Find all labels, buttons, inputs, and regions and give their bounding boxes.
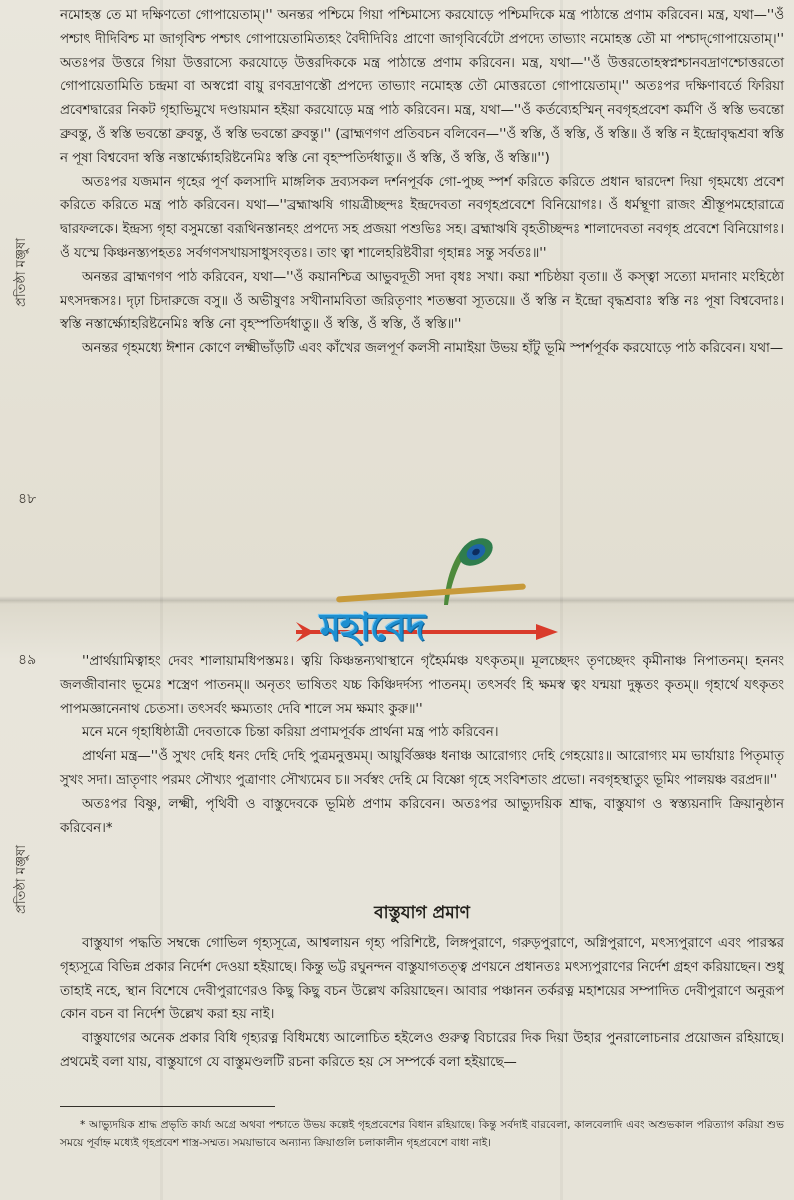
footnote-rule [60, 1106, 275, 1107]
lower-text-block [60, 650, 784, 840]
paragraph: নমোহস্ত তে মা দক্ষিণতো গোপায়েতাম্।'' অনন্তর পশ্চিমে গিয়া পশ্চিমাস্যে করযোড়ে পশ্চিমদিকে মন্ত্র পাঠান্তে প্রণাম করিবেন। মন্ত্র, যথা—''ওঁ পশ্চাৎ দীদিবিশ্চ মা জাগৃবিশ্চ পশ্চাৎ গোপায়েতামিত্যহং বৈদীদিবিঃ প্রাণো জাগৃবির্বেটো প্রপদ্যে তাভ্যাং নমোহস্ত তৌ মা পশ্চাদ্‌গোপায়েতাম্।'' অতঃপর উত্তরে গিয়া উত্তরাস্যে করযোড়ে উত্তরদিককে মন্ত্র পাঠান্তে প্রণাম করিবেন। মন্ত্র, যথা—''ওঁ উত্তরতোহস্বপ্নশ্চানবদ্রাণশ্চোত্তরতো গোপায়েতামিতি চন্দ্রমা বা অস্বপ্নো বায়ু রণবদ্রাণস্তৌ প্রপদ্যে তাভ্যাং নমোহস্ত তৌ মোত্তরতো গোপায়েতাম্।'' অতঃপর দক্ষিণাবর্তে ফিরিয়া প্রবেশদ্বারের নিকট গৃহাভিমুখে দণ্ডায়মান হইয়া করযোড়ে মন্ত্র পাঠ করিবেন। মন্ত্র, যথা—''ওঁ কর্তব্যেহস্মিন্‌ নবগৃহপ্রবেশ কর্মণি ওঁ স্বস্তি ভবন্তো ব্রুবন্তু, ওঁ স্বস্তি ভবন্তো ব্রুবন্তু, ওঁ স্বস্তি ভবন্তো ব্রুবন্তু।'' (ব্রাহ্মণগণ প্রতিবচন বলিবেন—''ওঁ স্বস্তি, ওঁ স্বস্তি, ওঁ স্বস্তি॥ ওঁ স্বস্তি ন ইন্দ্রোবৃদ্ধশ্রবা স্বস্তি ন পূষা বিশ্ববেদা স্বস্তি নস্তার্ক্ষ্যোহরিষ্টনেমিঃ স্বস্তি নো বৃহস্পতির্দধাতু॥ ওঁ স্বস্তি, ওঁ স্বস্তি, ওঁ স্বস্তি॥'') [60, 8, 784, 166]
paragraph: অতঃপর যজমান গৃহের পূর্ণ কলসাদি মাঙ্গলিক দ্রব্যসকল দর্শনপূর্বক গো-পুচ্ছ স্পর্শ করিতে করিতে প্রধান দ্বারদেশ দিয়া গৃহমধ্যে প্রবেশ করিতে করিতে মন্ত্র পাঠ করিবেন। যথা—''ব্রহ্মাঋষি গায়ত্রীচ্ছন্দঃ ইন্দ্রদেবতা নবগৃহপ্রবেশে বিনিয়োগঃ। ওঁ ধর্মস্থূণা রাজং শ্রীস্তূপমহোরাত্রে দ্বারফলকে। ইন্দ্রস্য গৃহা বসুমন্তো বরূথিনস্তানহং প্রপদ্যে সহ প্রজয়া পশুভিঃ সহ। ব্রহ্মাঋষি বৃহতীচ্ছন্দঃ শালাদেবতা নবগৃহ প্রবেশে বিনিয়োগঃ। ওঁ যস্মে কিঞ্চনস্ত্যপহতঃ সর্বগণসখায়সাধুসংবৃতঃ। তাং ত্বা শালেহরিষ্টবীরা গৃহান্নঃ সন্তু সর্বতঃ॥'' [60, 174, 784, 261]
footnote [60, 1116, 784, 1152]
section-heading: বাস্তুযাগ প্রমাণ [374, 903, 470, 923]
section-text-block [60, 932, 784, 1075]
page-number-bottom: ৪৯ [18, 652, 37, 668]
paragraph: প্রার্থনা মন্ত্র—''ওঁ সুখং দেহি ধনং দেহি দেহি পুত্রমনুত্তমম্। আয়ুর্বিজ্ঞঞ্চ ধনাঞ্চ আরোগ্যং দেহি গেহয়োঃ॥ আরোগ্যং মম ভার্যায়াঃ পিতৃমাতৃ সুখং সদা। ভ্রাতৃণাং পরমং সৌখ্যং পুত্রাণাং সৌখ্যমেব চ॥ সর্বস্বং দেহি মে বিষ্ণো গৃহে সংবিশতাং প্রভো। নবগৃহস্থাতুং ভূমিং পালয়ঞ্চ বরপ্রদ॥'' [60, 749, 784, 788]
running-head-top: প্রতিষ্ঠা মঞ্জুষা [14, 238, 29, 307]
paragraph: বাস্তুযাগ পদ্ধতি সম্বন্ধে গোভিল গৃহ্যসূত্রে, আশ্বলায়ন গৃহ্য পরিশিষ্টে, লিঙ্গপুরাণে, গরুড়পুরাণে, অগ্নিপুরাণে, মৎস্যপুরাণে এবং পারস্কর গৃহ্যসূত্রে বিভিন্ন প্রকার নির্দেশ দেওয়া হইয়াছে। কিন্তু ভট্ট রঘুনন্দন বাস্তুযাগতত্ত্ব প্রণয়নে প্রধানতঃ মৎস্যপুরাণের নির্দেশ গ্রহণ করিয়াছেন। শুধু তাহাই নহে, স্থান বিশেষে দেবীপুরাণেরও কিছু কিছু বচন উল্লেখ করিয়াছেন। আবার পঞ্চানন তর্করত্ন মহাশয়ের সম্পাদিত দেবীপুরাণে অনুরূপ কোন বচন বা নির্দেশ উল্লেখ করা হয় নাই। [60, 936, 784, 1023]
watermark-text: মহাবেদ [320, 605, 425, 649]
running-head-bottom: প্রতিষ্ঠা মঞ্জুষা [14, 845, 29, 914]
paragraph: অতঃপর বিষ্ণু, লক্ষ্মী, পৃথিবী ও বাস্তুদেবকে ভূমিষ্ঠ প্রণাম করিবেন। অতঃপর আভ্যুদয়িক শ্রাদ্ধ, বাস্তুযাগ ও স্বস্ত্যয়নাদি ক্রিয়ানুষ্ঠান করিবেন।* [60, 796, 784, 836]
paragraph: বাস্তুযাগের অনেক প্রকার বিধি গৃহ্যরত্ন বিধিমধ্যে আলোচিত হইলেও গুরুত্ব বিচারের দিক দিয়া উহার পুনরালোচনার প্রয়োজন রহিয়াছে। প্রথমেই বলা যায়, বাস্তুযাগে যে বাস্তুমণ্ডলটি রচনা করিতে হয় সে সম্পর্কে বলা হইয়াছে— [60, 1031, 784, 1070]
upper-text-block [60, 4, 784, 361]
paragraph: ''প্রার্থয়ামিত্বাহং দেবং শালায়ামধিপস্তমঃ। ত্বয়ি কিঞ্চন্তন্যথাস্থানে গৃহৈর্মমঞ্চ যৎকৃতম্॥ মূলচ্ছেদং তৃণচ্ছেদং কৃমীনাঞ্চ নিপাতনম্। হননং জলজীবানাং ভূমেঃ শস্ত্রেণ পাতনম্॥ অনৃতং ভাষিতং যচ্চ কিঞ্চিদর্দস্য পাতনম্। তৎসর্বং হি ক্ষমস্ব ত্বং যন্ময়া দুষ্কৃতং কৃতম্॥ গৃহার্থে যৎকৃতং পাপমজ্ঞানেনাথ চেতসা। তৎসর্বং ক্ষম্যতাং দেবি শালে সম ক্ষমাং কুরু॥'' [60, 654, 784, 717]
footnote-text: * আভ্যুদয়িক শ্রাদ্ধ প্রভৃতি কার্য্য অগ্রে অথবা পশ্চাতে উভয় কল্পেই গৃহপ্রবেশের বিধান রহিয়াছে। কিন্তু সর্বদাই বারবেলা, কালবেলাদি এবং অশুভকাল পরিত্যাগ করিয়া শুভ সময়ে পূর্বাহ্ন মধ্যেই গৃহপ্রবেশ শাস্ত্র-সম্মত। সময়াভাবে অন্যান্য ক্রিয়াগুলি চলাকালীন গৃহপ্রবেশে বাধা নাই। [60, 1119, 784, 1149]
page-number-top: ৪৮ [18, 491, 37, 507]
paragraph: অনন্তর গৃহমধ্যে ঈশান কোণে লক্ষ্মীভাঁড়টি এবং কাঁখের জলপূর্ণ কলসী নামাইয়া উভয় হাঁটু ভূমি স্পর্শপূর্বক করযোড়ে পাঠ করিবেন। যথা— [82, 341, 784, 357]
paragraph: অনন্তর ব্রাহ্মণগণ পাঠ করিবেন, যথা—''ওঁ কয়ানশ্চিত্র আভুবদূতী সদা বৃধঃ সখা। কয়া শচিষ্ঠয়া বৃতা॥ ওঁ কস্ত্বা সত্যো মদানাং মংহিষ্ঠো মৎসদন্ধসঃ। দৃঢ়া চিদারুজে বসু॥ ওঁ অভীষুণঃ সখীনামবিতা জরিতৃণাং শতম্ভবা স্যূতয়ে॥ ওঁ স্বস্তি ন ইন্দ্রো বৃদ্ধশ্রবাঃ স্বস্তি নঃ পূষা বিশ্ববেদাঃ। স্বস্তি নস্তার্ক্ষ্যোহরিষ্টনেমিঃ স্বস্তি নো বৃহস্পতির্দধাতু॥ ওঁ স্বস্তি, ওঁ স্বস্তি, ওঁ স্বস্তি॥'' [60, 269, 784, 333]
paragraph: মনে মনে গৃহাধিষ্ঠাত্রী দেবতাকে চিন্তা করিয়া প্রণামপূর্বক প্রার্থনা মন্ত্র পাঠ করিবেন। [82, 725, 499, 741]
